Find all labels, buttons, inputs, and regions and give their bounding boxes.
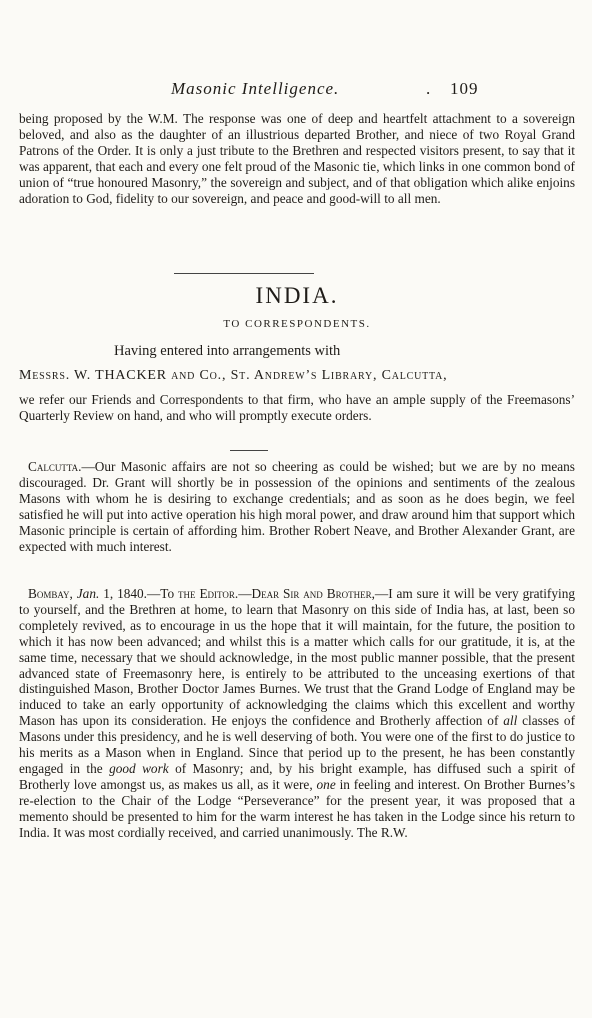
arrangements-line: Having entered into arrangements with	[114, 343, 341, 359]
page-number: 109	[450, 79, 479, 98]
bombay-text-3: of Masonry; and, by his bright example, has diffused such a spirit of Brotherly love amongst us, as makes us all, as it were,	[19, 760, 576, 792]
calcutta-paragraph	[19, 459, 575, 554]
bombay-text-1: —I am sure it will be very gratifying to yourself, and the Brethren at home, to learn that Masonry on this side of India has, at last, been so completely revived, as to encourage in us the hope that it will maintain, for the future, the position to which it has now been advanced; and whilst this is a matter which calls for our gratitude, it is, at the same time, necessary that we should acknowledge, in the most public manner possible, that the present advanced state of Freemasonry here, is entirely to be attributed to the unceasing exertions of that distinguished Mason, Brother Doctor James Burnes. We trust that the Grand Lodge of England may be induced to take an early opportunity of acknowledging the claims which this excellent and worthy Mason has upon its consideration. He enjoys the confidence and Brotherly affection of	[19, 586, 576, 729]
bombay-date-month: Jan.	[76, 586, 100, 601]
bombay-text-2: classes of Masons under this presidency, and he is well deserving of both. You were one of the first to do justice to his merits as a Mason when in England. Since that period up to the present, he has been constantly engaged in the	[19, 713, 575, 776]
bombay-salutation: the Editor.—Dear Sir and Brother,	[178, 586, 375, 601]
book-page	[19, 0, 575, 1018]
bombay-place: Bombay,	[28, 586, 73, 601]
bombay-italic-one: one	[316, 776, 336, 792]
company-line: Messrs. W. THACKER and Co., St. Andrew’s Library, Calcutta,	[19, 368, 448, 383]
running-title: Masonic Intelligence.	[171, 79, 340, 98]
bombay-italic-good-work: good work	[109, 760, 169, 776]
short-divider	[230, 450, 268, 451]
referral-paragraph: we refer our Friends and Correspondents to that firm, who have an ample supply of the Freemasons’ Quarterly Review on hand, and who will promptly execute orders.	[19, 392, 575, 423]
calcutta-place: Calcutta.	[28, 459, 82, 474]
section-divider	[174, 273, 314, 274]
intro-paragraph: being proposed by the W.M. The response was one of deep and heartfelt attachment to a sovereign beloved, and also as the daughter of an illustrious departed Brother, and niece of two Royal Grand Patrons of the Order. It is only a just tribute to the Brethren and respected visitors present, to say that it was apparent, that each and every one felt proud of the Masonic tie, which links in one common bond of union of “true honoured Masonry,” the sovereign and subject, and of that obligation which alike enjoins adoration to God, fidelity to our sovereign, and peace and good-will to all men.	[19, 111, 575, 206]
bombay-text-4: in feeling and interest. On Brother Burnes’s re-election to the Chair of the Lodge “Perseverance” for the present year, it was proposed that a memento should be presented to him for the warm interest he has taken in the Lodge since his return to India. It was most cordially received, and carried unanimously. The R.W.	[19, 776, 575, 840]
page-header	[19, 79, 575, 101]
bombay-date: 1, 1840.—To	[99, 586, 179, 601]
header-dot: .	[426, 79, 431, 98]
calcutta-text: —Our Masonic affairs are not so cheering as could be wished; but we are by no means discouraged. Dr. Grant will shortly be in possession of the opinions and sentiments of the zealous Masons with whom he is desiring to exchange credentials; and as soon as he does begin, we feel satisfied he will put into active operation his high moral power, and draw around him that support which Masonic principle is certain of affording him. Brother Robert Neave, and Brother Alexander Grant, are expected with much interest.	[19, 459, 575, 554]
bombay-italic-all: all	[503, 713, 518, 729]
section-subtitle: TO CORRESPONDENTS.	[223, 318, 371, 330]
section-title: INDIA.	[255, 283, 339, 308]
bombay-paragraph	[19, 586, 575, 841]
